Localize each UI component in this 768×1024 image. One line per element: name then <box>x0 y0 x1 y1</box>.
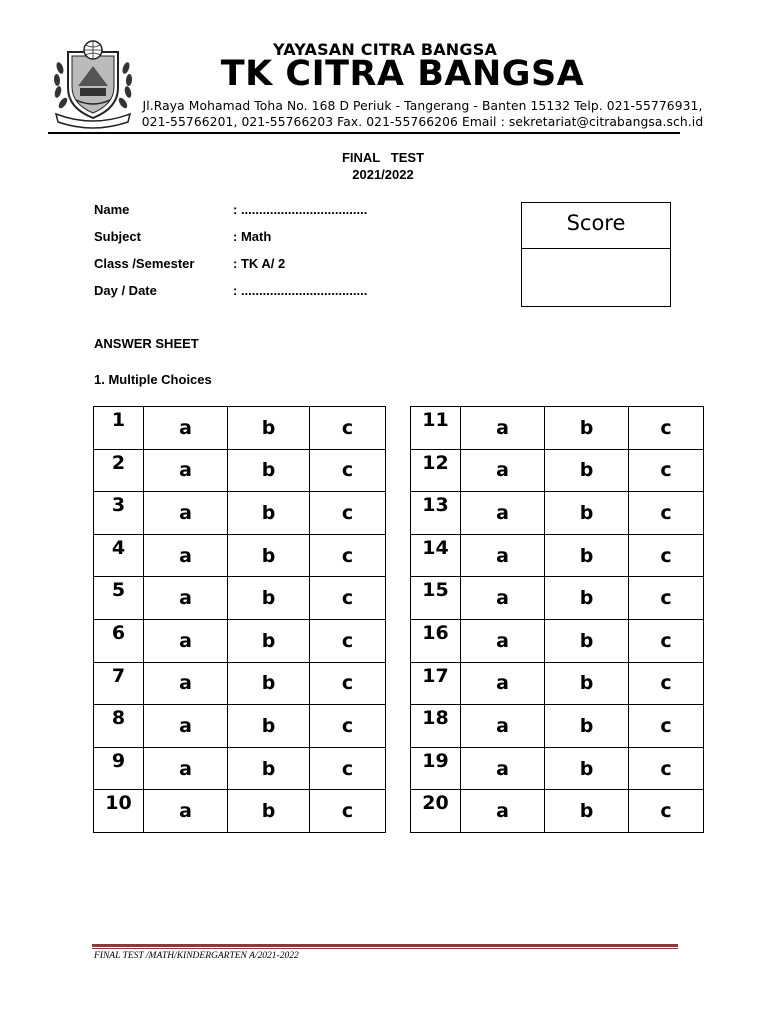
school-emblem-icon <box>48 38 138 130</box>
answer-option-b[interactable]: b <box>228 790 310 833</box>
answer-option-b[interactable]: b <box>228 407 310 450</box>
answer-option-a[interactable]: a <box>144 449 228 492</box>
subject-value: : Math <box>233 229 272 244</box>
answer-row <box>411 619 704 662</box>
answer-option-c[interactable]: c <box>629 705 704 748</box>
answer-row <box>411 747 704 790</box>
answer-row <box>94 492 386 535</box>
answer-option-a[interactable]: a <box>461 407 545 450</box>
answer-option-b[interactable]: b <box>545 407 629 450</box>
question-number: 17 <box>411 662 461 705</box>
answer-row <box>94 790 386 833</box>
answer-option-b[interactable]: b <box>545 449 629 492</box>
answer-option-a[interactable]: a <box>144 747 228 790</box>
answer-option-c[interactable]: c <box>629 662 704 705</box>
answer-row <box>411 577 704 620</box>
answer-option-a[interactable]: a <box>144 790 228 833</box>
answer-option-a[interactable]: a <box>461 662 545 705</box>
question-number: 5 <box>94 577 144 620</box>
answer-row <box>94 407 386 450</box>
answer-option-c[interactable]: c <box>310 577 386 620</box>
answer-option-a[interactable]: a <box>144 619 228 662</box>
name-label: Name <box>94 202 130 217</box>
answer-option-a[interactable]: a <box>461 790 545 833</box>
answer-option-c[interactable]: c <box>629 407 704 450</box>
answer-row <box>94 619 386 662</box>
answer-option-b[interactable]: b <box>545 662 629 705</box>
class-label: Class /Semester <box>94 256 195 271</box>
answer-option-b[interactable]: b <box>228 492 310 535</box>
question-number: 7 <box>94 662 144 705</box>
footer-rule-thin <box>92 948 678 949</box>
answer-option-b[interactable]: b <box>228 747 310 790</box>
answer-option-a[interactable]: a <box>461 492 545 535</box>
answer-row <box>411 449 704 492</box>
school-name: TK CITRA BANGSA <box>220 54 585 94</box>
day-label: Day / Date <box>94 283 157 298</box>
answer-option-c[interactable]: c <box>629 577 704 620</box>
question-number: 8 <box>94 705 144 748</box>
school-logo <box>48 38 138 130</box>
question-number: 14 <box>411 534 461 577</box>
answer-option-a[interactable]: a <box>461 619 545 662</box>
test-title: FINAL TEST <box>341 150 425 165</box>
answer-row <box>411 662 704 705</box>
answer-row <box>411 705 704 748</box>
answer-option-c[interactable]: c <box>629 492 704 535</box>
answer-option-b[interactable]: b <box>545 492 629 535</box>
answer-option-b[interactable]: b <box>545 619 629 662</box>
answer-option-a[interactable]: a <box>144 705 228 748</box>
answer-option-b[interactable]: b <box>228 534 310 577</box>
answer-option-b[interactable]: b <box>545 790 629 833</box>
answer-grid-left <box>93 406 386 833</box>
question-number: 10 <box>94 790 144 833</box>
answer-row <box>94 534 386 577</box>
question-number: 6 <box>94 619 144 662</box>
answer-option-a[interactable]: a <box>144 407 228 450</box>
answer-option-b[interactable]: b <box>228 662 310 705</box>
name-value: : ................................... <box>233 202 368 217</box>
question-number: 12 <box>411 449 461 492</box>
class-value: : TK A/ 2 <box>233 256 286 271</box>
answer-option-c[interactable]: c <box>629 790 704 833</box>
foundation-name: YAYASAN CITRA BANGSA <box>272 40 498 59</box>
answer-option-c[interactable]: c <box>629 449 704 492</box>
score-box <box>521 202 671 307</box>
question-number: 3 <box>94 492 144 535</box>
answer-option-a[interactable]: a <box>144 492 228 535</box>
answer-option-c[interactable]: c <box>310 449 386 492</box>
answer-option-a[interactable]: a <box>461 705 545 748</box>
answer-option-a[interactable]: a <box>461 534 545 577</box>
question-number: 18 <box>411 705 461 748</box>
answer-option-c[interactable]: c <box>310 790 386 833</box>
test-year: 2021/2022 <box>352 167 414 182</box>
answer-option-a[interactable]: a <box>461 449 545 492</box>
answer-option-a[interactable]: a <box>461 747 545 790</box>
subject-label: Subject <box>94 229 141 244</box>
answer-sheet-title: ANSWER SHEET <box>94 336 199 351</box>
answer-option-c[interactable]: c <box>629 534 704 577</box>
day-value: : ................................... <box>233 283 368 298</box>
answer-row <box>94 747 386 790</box>
answer-row <box>94 662 386 705</box>
footer-rule-thick <box>92 944 678 947</box>
question-number: 15 <box>411 577 461 620</box>
answer-option-a[interactable]: a <box>461 577 545 620</box>
answer-row <box>411 492 704 535</box>
answer-row <box>411 790 704 833</box>
question-number: 16 <box>411 619 461 662</box>
answer-option-c[interactable]: c <box>310 534 386 577</box>
answer-option-c[interactable]: c <box>310 619 386 662</box>
answer-option-c[interactable]: c <box>310 705 386 748</box>
question-number: 19 <box>411 747 461 790</box>
test-title-block <box>300 149 466 183</box>
answer-option-c[interactable]: c <box>310 662 386 705</box>
footer-text: FINAL TEST /MATH/KINDERGARTEN A/2021-2022 <box>94 951 299 961</box>
question-number: 1 <box>94 407 144 450</box>
answer-row <box>94 705 386 748</box>
answer-grid-right <box>410 406 704 833</box>
score-label: Score <box>522 203 670 249</box>
section-multiple-choices: 1. Multiple Choices <box>94 372 212 387</box>
answer-option-b[interactable]: b <box>228 619 310 662</box>
question-number: 13 <box>411 492 461 535</box>
question-number: 4 <box>94 534 144 577</box>
answer-option-c[interactable]: c <box>310 407 386 450</box>
answer-row <box>411 407 704 450</box>
question-number: 9 <box>94 747 144 790</box>
answer-option-b[interactable]: b <box>545 747 629 790</box>
answer-option-b[interactable]: b <box>545 705 629 748</box>
question-number: 20 <box>411 790 461 833</box>
answer-row <box>94 577 386 620</box>
answer-option-c[interactable]: c <box>629 747 704 790</box>
answer-row <box>411 534 704 577</box>
answer-option-b[interactable]: b <box>228 577 310 620</box>
header-divider <box>48 132 680 134</box>
question-number: 2 <box>94 449 144 492</box>
answer-option-c[interactable]: c <box>629 619 704 662</box>
address-line-1: Jl.Raya Mohamad Toha No. 168 D Periuk - Tangerang - Banten 15132 Telp. 021-55776931, <box>142 99 703 113</box>
answer-option-b[interactable]: b <box>545 534 629 577</box>
answer-option-c[interactable]: c <box>310 492 386 535</box>
address-line-2: 021-55766201, 021-55766203 Fax. 021-55766206 Email : sekretariat@citrabangsa.sch.id <box>141 115 704 129</box>
question-number: 11 <box>411 407 461 450</box>
answer-option-a[interactable]: a <box>144 662 228 705</box>
answer-option-b[interactable]: b <box>545 577 629 620</box>
answer-option-b[interactable]: b <box>228 705 310 748</box>
answer-option-a[interactable]: a <box>144 577 228 620</box>
answer-row <box>94 449 386 492</box>
answer-option-c[interactable]: c <box>310 747 386 790</box>
answer-option-a[interactable]: a <box>144 534 228 577</box>
answer-option-b[interactable]: b <box>228 449 310 492</box>
